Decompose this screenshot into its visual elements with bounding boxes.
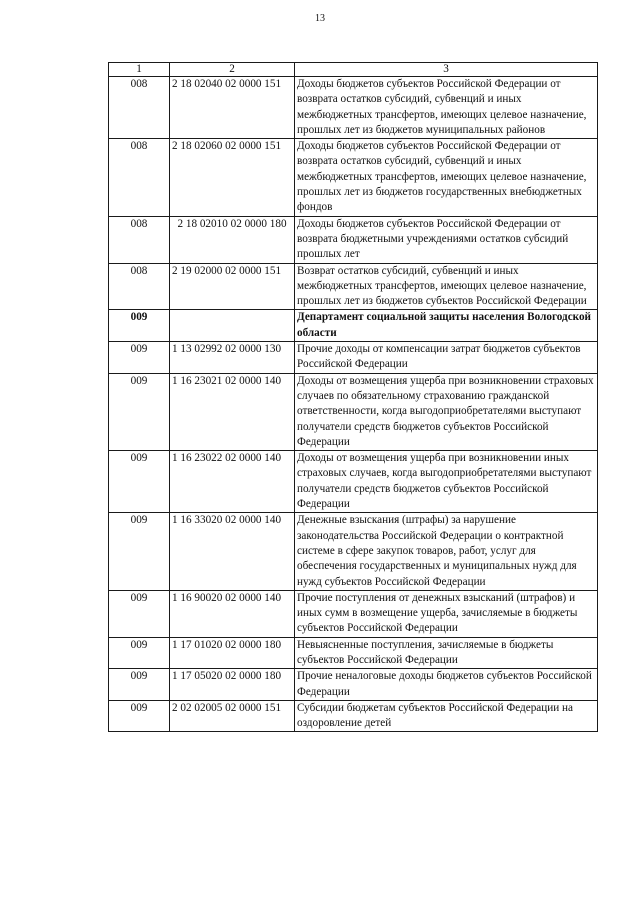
admin-code-cell: 009 bbox=[109, 669, 170, 701]
budget-classification-code-cell: 1 16 90020 02 0000 140 bbox=[170, 590, 295, 637]
budget-classification-code-cell: 2 02 02005 02 0000 151 bbox=[170, 700, 295, 732]
table-row bbox=[109, 513, 598, 590]
budget-classification-code-cell: 1 17 05020 02 0000 180 bbox=[170, 669, 295, 701]
admin-code-cell: 009 bbox=[109, 637, 170, 669]
admin-code-cell: 009 bbox=[109, 513, 170, 590]
header-col-2: 2 bbox=[170, 63, 295, 77]
income-name-cell: Возврат остатков субсидий, субвенций и иных межбюджетных трансфертов, имеющих целевое назначение, прошлых лет из бюджетов субъектов Российской Федерации bbox=[295, 263, 598, 310]
admin-code-cell: 009 bbox=[109, 373, 170, 450]
table-row bbox=[109, 263, 598, 310]
income-name-cell: Прочие поступления от денежных взысканий (штрафов) и иных сумм в возмещение ущерба, зачисляемые в бюджеты субъектов Российской Федерации bbox=[295, 590, 598, 637]
admin-code-cell: 009 bbox=[109, 700, 170, 732]
table-row bbox=[109, 669, 598, 701]
table-row bbox=[109, 451, 598, 513]
admin-code-cell: 008 bbox=[109, 216, 170, 263]
income-name-cell: Прочие доходы от компенсации затрат бюджетов субъектов Российской Федерации bbox=[295, 342, 598, 374]
income-name-cell: Доходы бюджетов субъектов Российской Федерации от возврата остатков субсидий, субвенций и иных межбюджетных трансфертов, имеющих целевое назначение, прошлых лет из бюджетов государственных внебюджетных фондов bbox=[295, 139, 598, 216]
income-name-cell: Доходы бюджетов субъектов Российской Федерации от возврата остатков субсидий, субвенций и иных межбюджетных трансфертов, имеющих целевое назначение, прошлых лет из бюджетов муниципальных районов bbox=[295, 77, 598, 139]
admin-code-cell: 009 bbox=[109, 342, 170, 374]
admin-code-cell: 009 bbox=[109, 310, 170, 342]
table-row bbox=[109, 342, 598, 374]
budget-classification-code-cell: 2 19 02000 02 0000 151 bbox=[170, 263, 295, 310]
page-number: 13 bbox=[315, 13, 325, 24]
income-name-cell: Субсидии бюджетам субъектов Российской Федерации на оздоровление детей bbox=[295, 700, 598, 732]
table-row bbox=[109, 590, 598, 637]
budget-classification-code-cell: 1 13 02992 02 0000 130 bbox=[170, 342, 295, 374]
admin-code-cell: 008 bbox=[109, 139, 170, 216]
income-name-cell: Департамент социальной защиты населения Вологодской области bbox=[295, 310, 598, 342]
header-col-3: 3 bbox=[295, 63, 598, 77]
income-codes-table bbox=[108, 62, 598, 732]
table-row bbox=[109, 139, 598, 216]
income-name-cell: Доходы от возмещения ущерба при возникновении страховых случаев по обязательному страхованию гражданской ответственности, когда выгодоприобретателями выступают получатели средств бюджетов субъектов Российской Федерации bbox=[295, 373, 598, 450]
table-row bbox=[109, 637, 598, 669]
income-name-cell: Доходы от возмещения ущерба при возникновении иных страховых случаев, когда выгодоприобретателями выступают получатели средств бюджетов субъектов Российской Федерации bbox=[295, 451, 598, 513]
table-row bbox=[109, 700, 598, 732]
income-name-cell: Прочие неналоговые доходы бюджетов субъектов Российской Федерации bbox=[295, 669, 598, 701]
table-row bbox=[109, 373, 598, 450]
budget-classification-code-cell: 1 16 23021 02 0000 140 bbox=[170, 373, 295, 450]
table-row bbox=[109, 216, 598, 263]
admin-code-cell: 008 bbox=[109, 77, 170, 139]
budget-classification-code-cell: 2 18 02040 02 0000 151 bbox=[170, 77, 295, 139]
budget-classification-code-cell: 1 16 23022 02 0000 140 bbox=[170, 451, 295, 513]
budget-classification-code-cell bbox=[170, 310, 295, 342]
table-row bbox=[109, 310, 598, 342]
header-col-1: 1 bbox=[109, 63, 170, 77]
income-name-cell: Доходы бюджетов субъектов Российской Федерации от возврата бюджетными учреждениями остатков субсидий прошлых лет bbox=[295, 216, 598, 263]
admin-code-cell: 009 bbox=[109, 451, 170, 513]
admin-code-cell: 008 bbox=[109, 263, 170, 310]
table-row bbox=[109, 77, 598, 139]
budget-classification-code-cell: 1 16 33020 02 0000 140 bbox=[170, 513, 295, 590]
admin-code-cell: 009 bbox=[109, 590, 170, 637]
income-name-cell: Денежные взыскания (штрафы) за нарушение законодательства Российской Федерации о контрактной системе в сфере закупок товаров, работ, услуг для обеспечения государственных и муниципальных нужд для нужд субъектов Российской Федерации bbox=[295, 513, 598, 590]
budget-classification-code-cell: 2 18 02060 02 0000 151 bbox=[170, 139, 295, 216]
income-name-cell: Невыясненные поступления, зачисляемые в бюджеты субъектов Российской Федерации bbox=[295, 637, 598, 669]
budget-classification-code-cell: 2 18 02010 02 0000 180 bbox=[170, 216, 295, 263]
budget-classification-code-cell: 1 17 01020 02 0000 180 bbox=[170, 637, 295, 669]
table-header-row bbox=[109, 63, 598, 77]
